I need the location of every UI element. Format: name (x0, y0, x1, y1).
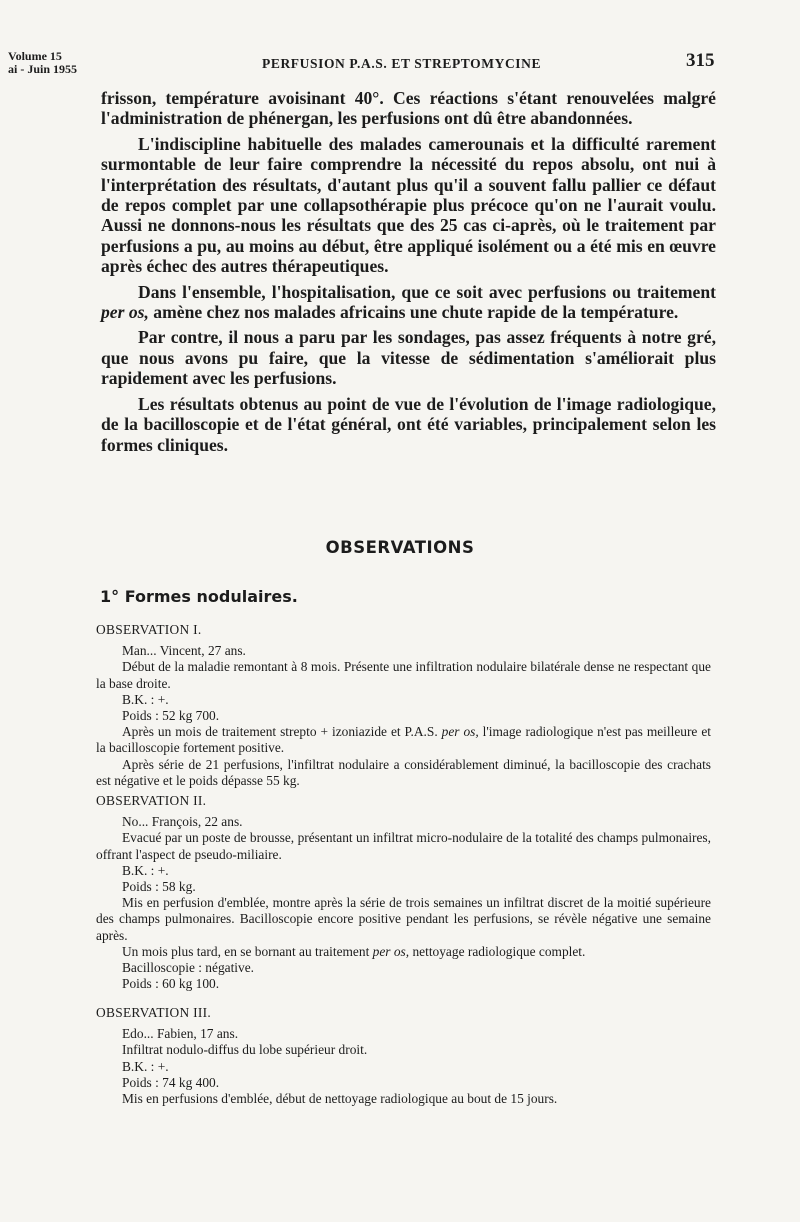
observation-1 (96, 622, 711, 789)
obs-line: B.K. : +. (122, 1058, 169, 1074)
journal-volume (8, 50, 118, 76)
obs-line: Poids : 60 kg 100. (122, 976, 220, 992)
paragraph-3: Dans l'ensemble, l'hospitalisation, que ce soit avec perfusions ou traitement per os, amène chez nos malades africains une chute rapide de la température. (101, 281, 716, 323)
obs-line: Début de la maladie remontant à 8 mois. Présente une infiltration nodulaire bilatérale dense ne respectant que la base droite. (96, 659, 711, 691)
obs-line: Poids : 52 kg 700. (122, 708, 220, 724)
body-text (101, 88, 716, 460)
page-number: 315 (686, 50, 715, 71)
obs-line: Poids : 74 kg 400. (122, 1074, 220, 1090)
patient-line: Man... Vincent, 27 ans. (122, 643, 246, 659)
obs-line: Après série de 21 perfusions, l'infiltrat nodulaire a considérablement diminué, la bacilloscopie des crachats est négative et le poids dépasse 55 kg. (96, 756, 711, 788)
issue-date: ai - Juin 1955 (8, 62, 78, 76)
paragraph-2: L'indiscipline habituelle des malades camerounais et la difficulté rarement surmontable de leur faire comprendre la nécessité du repos absolu, ont nui à l'interprétation des résultats, d'autant plus qu'il a souvent fallu pallier ce défaut de repos complet par une collapsothérapie plus précoce qu'on ne l'aurait voulu. Aussi ne donnons-nous les résultats que des 25 cas ci-après, où le traitement par perfusions a pu, au moins au début, être appliqué isolément ou a été mis en œuvre après échec des autres thérapeutiques. (101, 133, 716, 277)
observation-title: OBSERVATION III. (96, 1005, 212, 1020)
observations-heading: OBSERVATIONS (325, 538, 475, 557)
paragraph-5: Les résultats obtenus au point de vue de l'évolution de l'image radiologique, de la bacilloscopie et de l'état général, ont été variables, principalement selon les formes cliniques. (101, 393, 716, 455)
observation-title: OBSERVATION I. (96, 622, 202, 637)
obs-line: Mis en perfusion d'emblée, montre après la série de trois semaines un infiltrat discret de la moitié supérieure des champs pulmonaires. Bacilloscopie encore positive pendant les perfusions, se révèle négative une semaine après. (96, 895, 711, 943)
obs-line: Mis en perfusions d'emblée, début de nettoyage radiologique au bout de 15 jours. (122, 1091, 558, 1107)
obs-line: Evacué par un poste de brousse, présentant un infiltrat micro-nodulaire de la totalité des champs pulmonaires, offrant l'aspect de pseudo-miliaire. (96, 830, 711, 862)
running-title: PERFUSION P.A.S. ET STREPTOMYCINE (262, 56, 542, 71)
volume-label: Volume 15 (8, 49, 62, 63)
obs-line: Bacilloscopie : négative. (122, 960, 255, 976)
paragraph-1: frisson, température avoisinant 40°. Ces réactions s'étant renouvelées malgré l'administration de phénergan, les perfusions ont dû être abandonnées. (101, 88, 716, 129)
patient-line: No... François, 22 ans. (122, 814, 243, 830)
observation-3 (96, 1005, 711, 1107)
obs-line: Poids : 58 kg. (122, 879, 196, 895)
observation-2 (96, 793, 711, 992)
patient-line: Edo... Fabien, 17 ans. (122, 1026, 239, 1042)
section-title: 1° Formes nodulaires. (100, 587, 298, 606)
obs-line: Un mois plus tard, en se bornant au traitement per os, nettoyage radiologique complet. (122, 943, 586, 959)
paragraph-4: Par contre, il nous a paru par les sondages, pas assez fréquents à notre gré, que nous avons pu faire, que la vitesse de sédimentation s'améliorait plus rapidement avec les perfusions. (101, 327, 716, 389)
obs-line: Après un mois de traitement strepto + izoniazide et P.A.S. per os, l'image radiologique n'est pas meilleure et la bacilloscopie fortement positive. (96, 724, 711, 756)
obs-line: B.K. : +. (122, 862, 169, 878)
obs-line: B.K. : +. (122, 691, 169, 707)
obs-line: Infiltrat nodulo-diffus du lobe supérieur droit. (122, 1042, 368, 1058)
observation-title: OBSERVATION II. (96, 793, 207, 808)
